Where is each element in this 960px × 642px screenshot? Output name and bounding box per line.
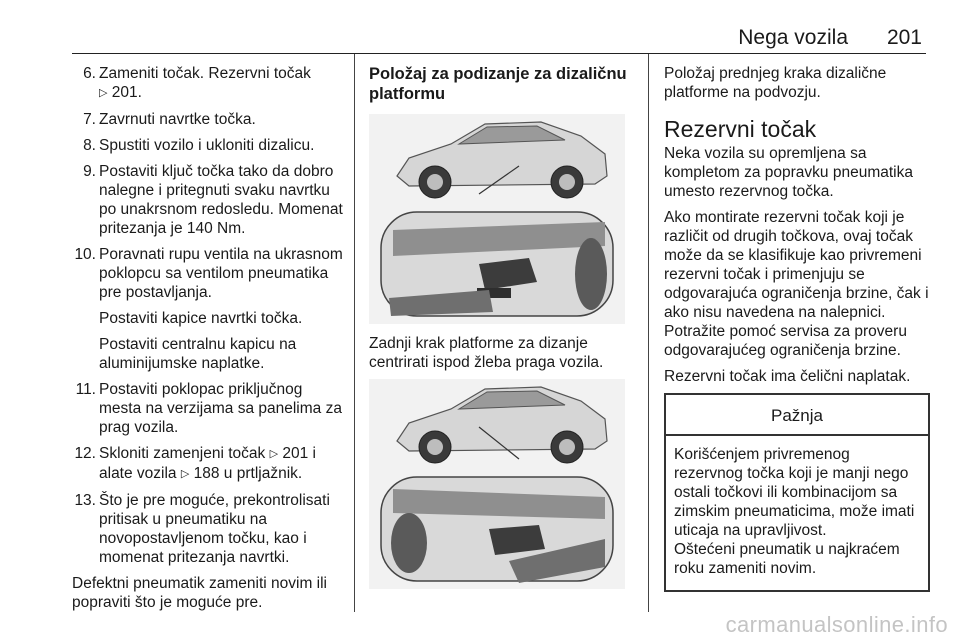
column-1: [72, 64, 344, 619]
column-divider-2: [648, 54, 649, 612]
step-13: 13. Što je pre moguće, prekontrolisati pritisak u pneumatiku na novopostavljenom točku, kao i momenat pritezanja navrtki.: [74, 492, 330, 566]
page-header: [72, 26, 924, 54]
lift-point-front-illustration: [369, 379, 625, 589]
step-6: 6. Zameniti točak. Rezervni točak ▷ 201.: [83, 65, 311, 101]
page-ref-arrow-icon: ▷: [99, 87, 108, 99]
spare-wheel-paragraph-1: Neka vozila su opremljena sa kompletom za popravku pneumatika umesto rezervnog točka.: [664, 145, 913, 200]
caution-body: Korišćenjem privremenog rezervnog točka koji je manji nego ostali točkovi ili kombinacijom sa zimskim pneumaticima, može imati uticaja na upravljivost. Oštećeni pneumatik u najkraćem roku zameniti novim.: [674, 446, 915, 577]
front-lift-caption: Položaj prednjeg kraka dizalične platforme na podvozju.: [664, 65, 887, 101]
page-number: 201: [886, 26, 922, 49]
spare-wheel-heading: Rezervni točak: [664, 116, 817, 142]
step-10: 10. Poravnati rupu ventila na ukrasnom poklopcu sa ventilom pneumatika pre postavljanja. Postaviti kapice navrtki točka. Postaviti centralnu kapicu na aluminijumske naplatke.: [74, 246, 343, 372]
column-2: [369, 64, 635, 599]
step-11: 11. Postaviti poklopac priključnog mesta na verzijama sa panelima za prag vozila.: [75, 381, 342, 436]
step-7: 7. Zavrnuti navrtke točka.: [83, 111, 256, 128]
spare-wheel-paragraph-3: Rezervni točak ima čelični naplatak.: [664, 368, 911, 385]
step-list: [72, 64, 344, 567]
step-9: 9. Postaviti ključ točka tako da dobro nalegne i pritegnuti svaku navrtku po unakrsnom redosledu. Momenat pritezanja je 140 Nm.: [83, 163, 343, 237]
step-12: 12. Skloniti zamenjeni točak ▷ 201 i alate vozila ▷ 188 u prtljažnik.: [74, 445, 316, 482]
page-ref-link[interactable]: 188 u prtljažnik.: [193, 465, 303, 482]
page-ref-link[interactable]: 201.: [111, 84, 142, 101]
step-8: 8. Spustiti vozilo i ukloniti dizalicu.: [83, 137, 315, 154]
page-ref-link[interactable]: 201 i: [282, 445, 316, 462]
caution-title: Pažnja: [666, 395, 928, 436]
watermark: carmanualsonline.info: [725, 612, 948, 637]
section-heading: Položaj za podizanje za dizaličnu platformu: [369, 65, 627, 103]
page-ref-arrow-icon: ▷: [180, 468, 190, 480]
header-rule: [72, 53, 926, 54]
column-divider-1: [354, 54, 355, 612]
spare-wheel-paragraph-2: Ako montirate rezervni točak koji je različit od drugih točkova, ovaj točak može da se klasifikuje kao privremeni rezervni točak i primenjuju se odgovarajuća ograničenja brzine, čak i ako nisu navedena na nalepnici. Potražite pomoć servisa za proveru odgovarajućeg ograničenja brzine.: [664, 209, 929, 359]
closing-paragraph: Defektni pneumatik zameniti novim ili popraviti što je moguće pre.: [72, 575, 327, 611]
lift-point-rear-illustration: [369, 114, 625, 324]
page-ref-arrow-icon: ▷: [269, 448, 279, 460]
caution-box: [664, 393, 930, 592]
rear-lift-caption: Zadnji krak platforme za dizanje centrirati ispod žleba praga vozila.: [369, 335, 604, 371]
column-3: [664, 64, 930, 592]
page-title: Nega vozila: [738, 26, 848, 49]
